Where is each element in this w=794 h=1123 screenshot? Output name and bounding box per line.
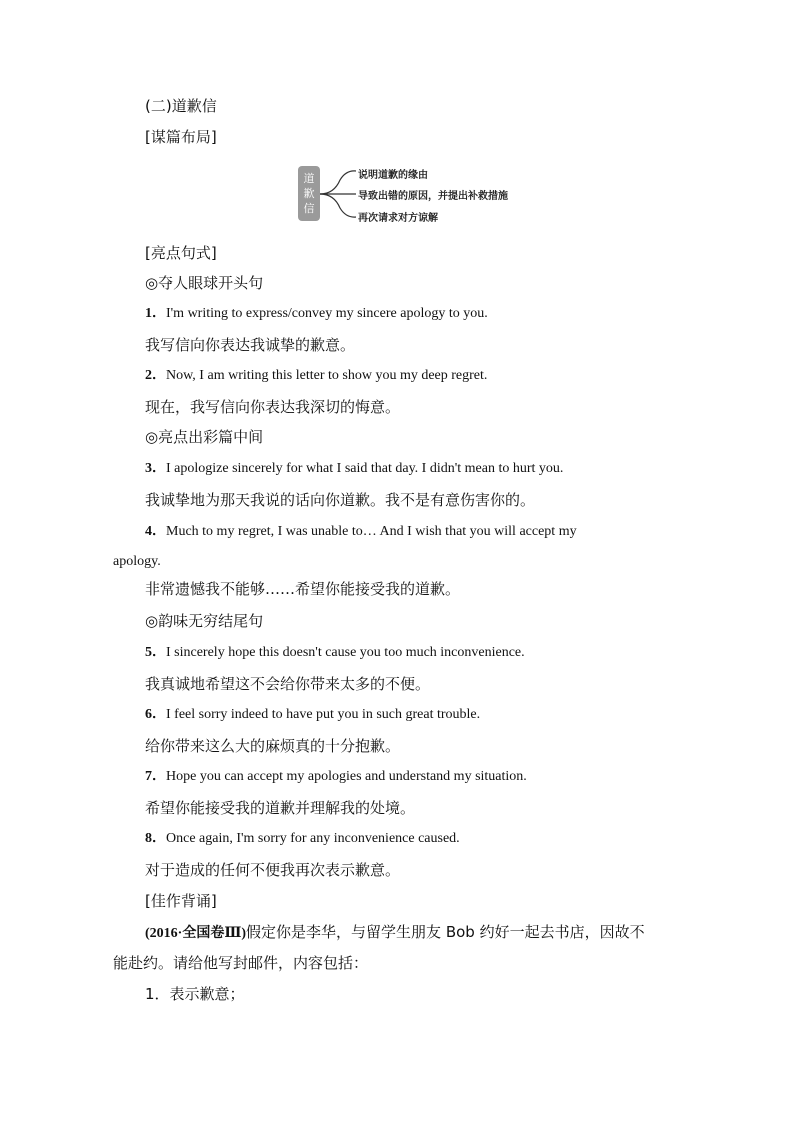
- diagram-brace: [320, 166, 360, 224]
- sentence-text: Once again, I'm sorry for any inconvenience caused.: [166, 831, 460, 846]
- sentence-cn: 非常遗憾我不能够……希望你能接受我的道歉。: [145, 580, 461, 598]
- task-line: 能赴约。请给他写封邮件，内容包括：: [113, 954, 369, 972]
- sentence-number: 6．: [145, 707, 166, 722]
- model-heading: [佳作背诵]: [145, 892, 217, 910]
- sentence-text: I apologize sincerely for what I said that day. I didn't mean to hurt you.: [166, 461, 564, 476]
- group-title: ◎夺人眼球开头句: [145, 274, 264, 292]
- sentence-en: [145, 523, 577, 541]
- sentence-text: Hope you can accept my apologies and understand my situation.: [166, 769, 527, 784]
- sentence-en: [145, 644, 525, 662]
- task-item: 1．表示歉意；: [145, 985, 245, 1003]
- highlight-heading: [亮点句式]: [145, 244, 217, 262]
- sentence-number: 4．: [145, 524, 166, 539]
- task-line: [145, 923, 645, 943]
- sentence-text: I'm writing to express/convey my sincere apology to you.: [166, 306, 488, 321]
- sentence-number: 3．: [145, 461, 166, 476]
- sentence-en: [145, 460, 563, 478]
- sentence-cn: 对于造成的任何不便我再次表示歉意。: [145, 861, 401, 879]
- sentence-text: I sincerely hope this doesn't cause you too much inconvenience.: [166, 645, 525, 660]
- layout-heading: [谋篇布局]: [145, 128, 217, 146]
- diagram-branch: 说明道歉的缘由: [358, 170, 428, 181]
- diagram-branch: 再次请求对方谅解: [358, 213, 438, 224]
- diagram-root: [298, 166, 320, 221]
- layout-diagram: [298, 166, 538, 224]
- sentence-number: 5．: [145, 645, 166, 660]
- sentence-en-continuation: apology.: [113, 554, 161, 569]
- sentence-cn: 希望你能接受我的道歉并理解我的处境。: [145, 799, 416, 817]
- sentence-en: [145, 367, 487, 385]
- section-title: (二)道歉信: [145, 97, 217, 115]
- sentence-en: [145, 768, 527, 786]
- task-source: (2016·全国卷Ⅲ): [145, 926, 247, 941]
- sentence-number: 8．: [145, 831, 166, 846]
- group-title: ◎亮点出彩篇中间: [145, 428, 264, 446]
- sentence-en: [145, 706, 480, 724]
- diagram-root-char: 信: [303, 202, 315, 215]
- sentence-number: 1．: [145, 306, 166, 321]
- sentence-en: [145, 830, 460, 848]
- diagram-root-char: 道: [303, 172, 315, 185]
- sentence-cn: 现在，我写信向你表达我深切的悔意。: [145, 398, 401, 416]
- sentence-cn: 我真诚地希望这不会给你带来太多的不便。: [145, 675, 431, 693]
- sentence-cn: 我写信向你表达我诚挚的歉意。: [145, 336, 356, 354]
- sentence-cn: 给你带来这么大的麻烦真的十分抱歉。: [145, 737, 401, 755]
- diagram-branch: 导致出错的原因，并提出补救措施: [358, 191, 508, 202]
- task-text: 假定你是李华，与留学生朋友 Bob 约好一起去书店，因故不: [246, 923, 645, 941]
- sentence-number: 2．: [145, 368, 166, 383]
- sentence-text: I feel sorry indeed to have put you in such great trouble.: [166, 707, 481, 722]
- sentence-cn: 我诚挚地为那天我说的话向你道歉。我不是有意伤害你的。: [145, 491, 536, 509]
- sentence-number: 7．: [145, 769, 166, 784]
- sentence-en: [145, 305, 488, 323]
- group-title: ◎韵味无穷结尾句: [145, 612, 264, 630]
- diagram-root-char: 歉: [303, 187, 315, 200]
- sentence-text: Much to my regret, I was unable to… And I wish that you will accept my: [166, 524, 577, 539]
- sentence-text: Now, I am writing this letter to show you my deep regret.: [166, 368, 488, 383]
